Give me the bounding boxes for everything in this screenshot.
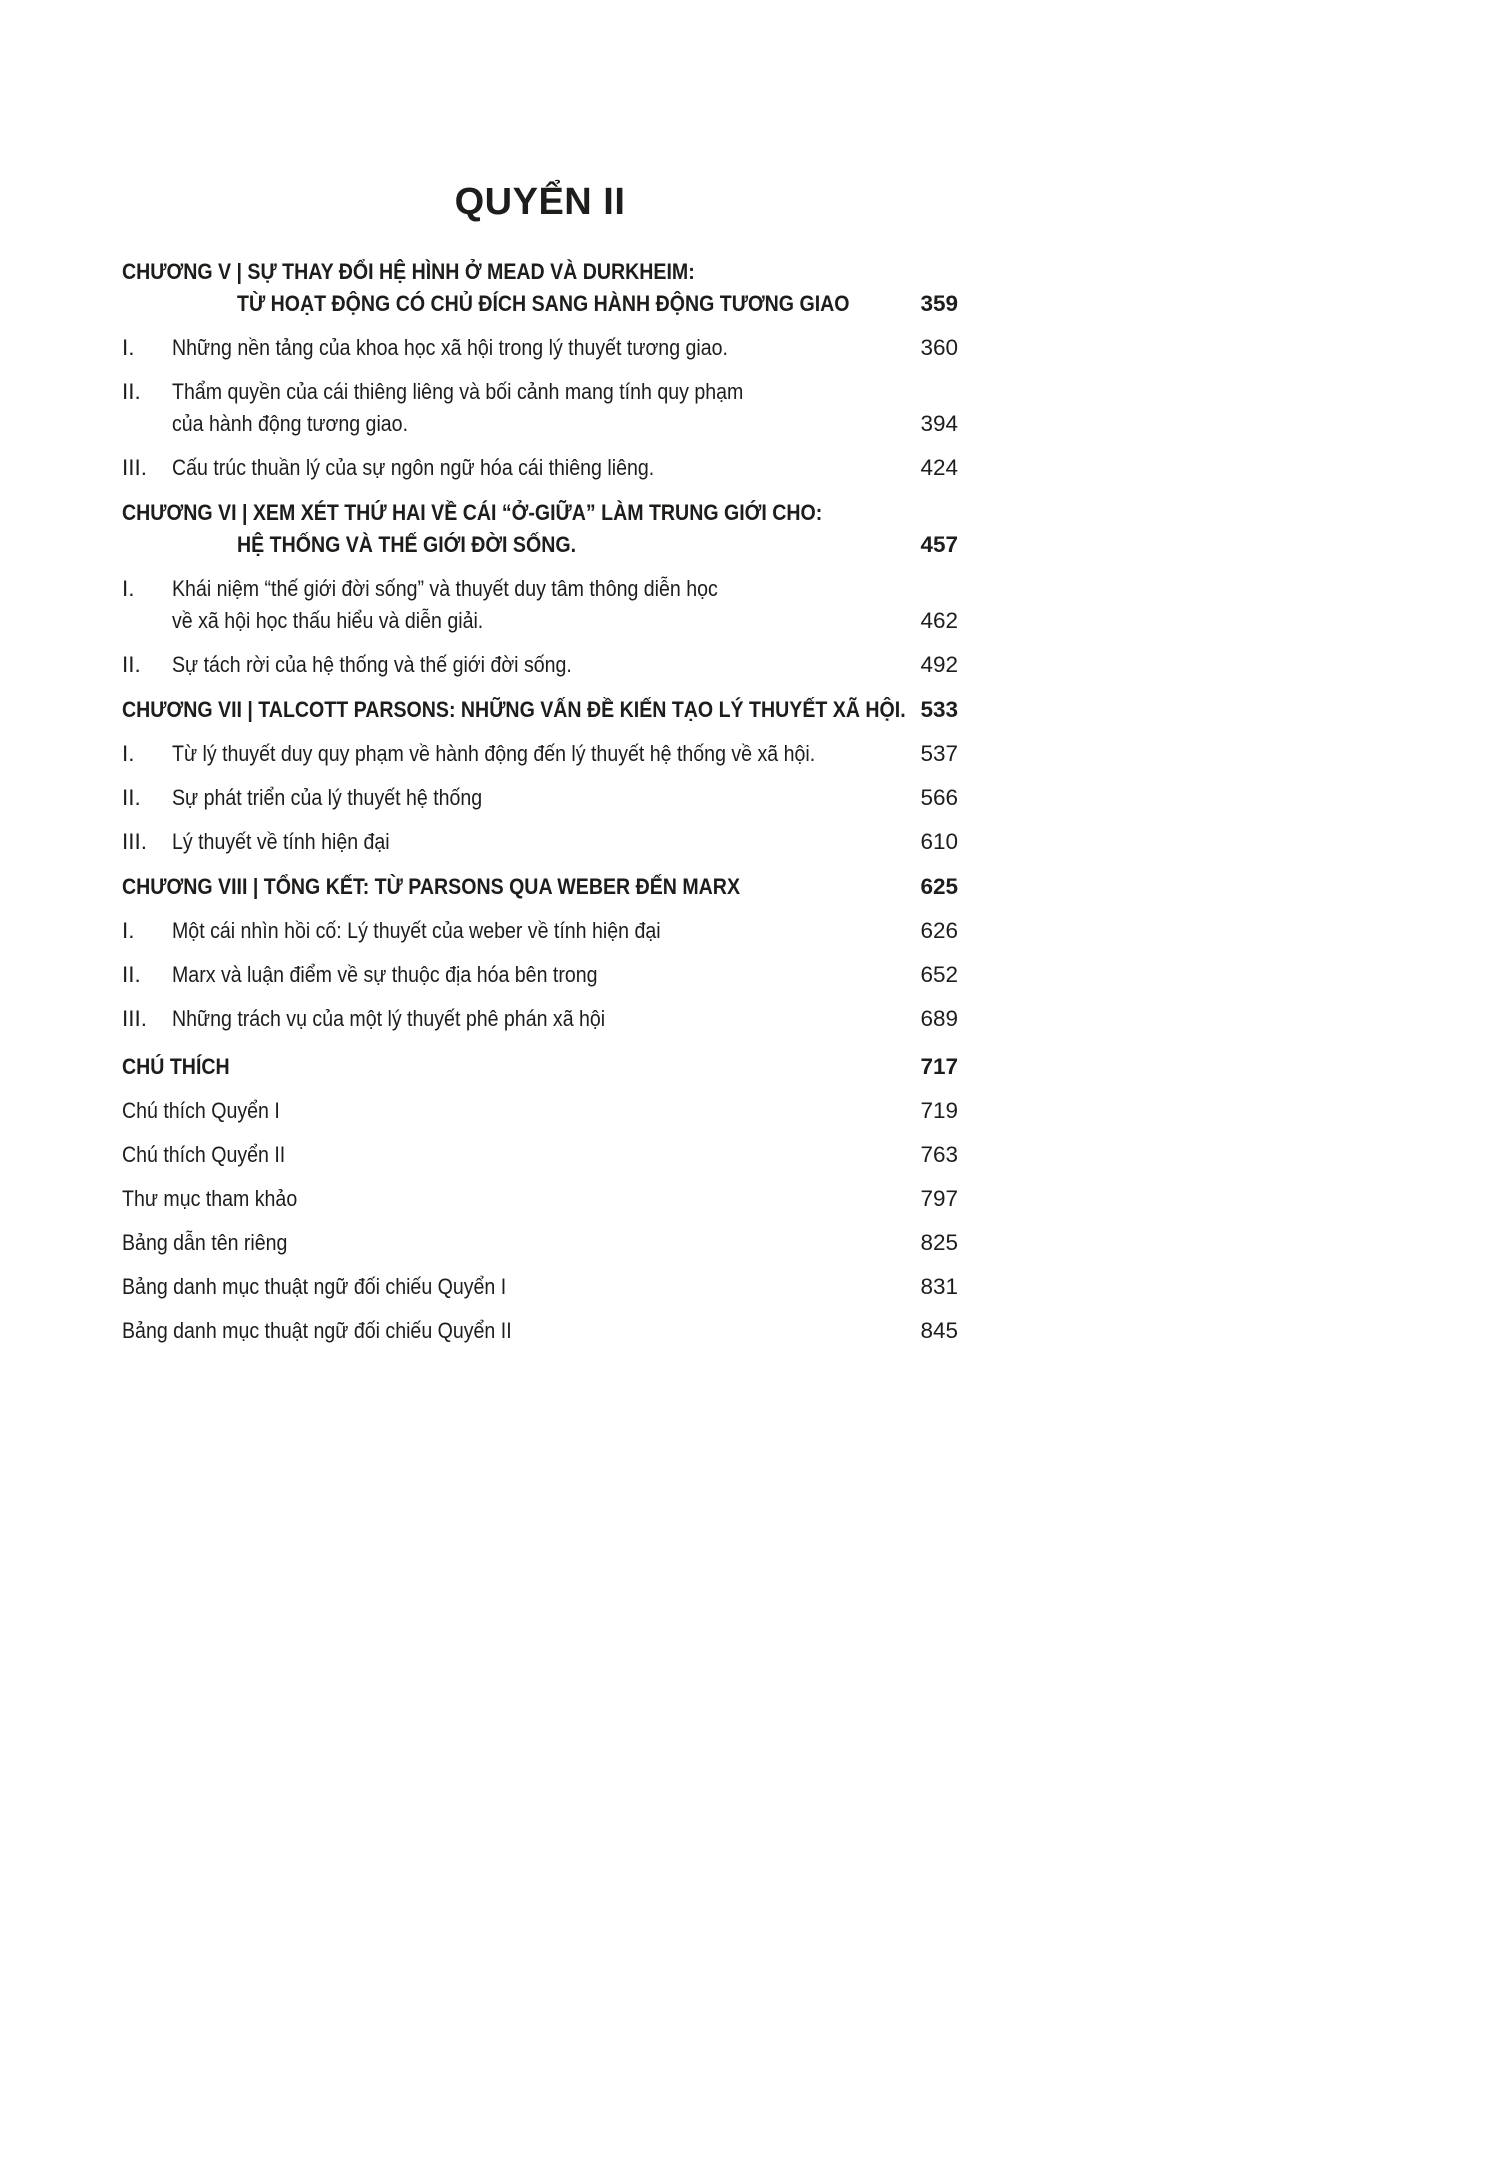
item-line: Từ lý thuyết duy quy phạm về hành động đến lý thuyết hệ thống về xã hội.: [172, 741, 816, 766]
item-page-number: 689: [920, 1006, 958, 1031]
item-page-number: 424: [920, 455, 958, 480]
chapter-row-vii: [122, 694, 958, 726]
backmatter-row: [122, 1271, 958, 1303]
chapter-heading: [122, 256, 908, 320]
item-line: Một cái nhìn hồi cố: Lý thuyết của weber về tính hiện đại: [172, 918, 661, 943]
backmatter-page-number: 825: [920, 1230, 958, 1255]
toc-item-row: [122, 782, 958, 814]
backmatter-row: [122, 1095, 958, 1127]
item-line: về xã hội học thấu hiểu và diễn giải.: [172, 608, 484, 633]
backmatter-label-wrap: [122, 1139, 908, 1171]
item-numeral: II.: [122, 785, 141, 810]
item-line: Những nền tảng của khoa học xã hội trong lý thuyết tương giao.: [172, 335, 728, 360]
chapter-heading-line-1: CHƯƠNG V | SỰ THAY ĐỔI HỆ HÌNH Ở MEAD VÀ DURKHEIM:: [122, 259, 695, 284]
item-page-number: 610: [920, 829, 958, 854]
item-numeral: I.: [122, 741, 135, 766]
chapter-page-number: 359: [920, 291, 958, 316]
chapter-heading-line-1: CHƯƠNG VIII | TỔNG KẾT: TỪ PARSONS QUA WEBER ĐẾN MARX: [122, 874, 740, 899]
item-text: [172, 782, 908, 814]
toc-item-row: [122, 959, 958, 991]
toc-item-row: [122, 376, 958, 440]
toc-item-row: [122, 915, 958, 947]
backmatter-label-wrap: [122, 1227, 908, 1259]
item-page-number: 360: [920, 335, 958, 360]
toc-item-row: [122, 1003, 958, 1035]
item-text: [172, 738, 908, 770]
notes-heading-label: CHÚ THÍCH: [122, 1054, 230, 1079]
backmatter-label: Bảng danh mục thuật ngữ đối chiếu Quyển I: [122, 1274, 507, 1299]
chapter-page-number: 533: [920, 697, 958, 722]
item-page-number: 626: [920, 918, 958, 943]
item-line: Sự phát triển của lý thuyết hệ thống: [172, 785, 483, 810]
backmatter-page-number: 719: [920, 1098, 958, 1123]
chapter-row-v: [122, 256, 958, 320]
item-page-number: 537: [920, 741, 958, 766]
item-numeral: III.: [122, 455, 148, 480]
page-title: QUYỂN II: [454, 181, 626, 223]
backmatter-row: [122, 1183, 958, 1215]
chapter-page-number: 625: [920, 874, 958, 899]
chapter-heading-line-2: TỪ HOẠT ĐỘNG CÓ CHỦ ĐÍCH SANG HÀNH ĐỘNG TƯƠNG GIAO: [237, 291, 850, 316]
toc-item-row: [122, 738, 958, 770]
toc-item-row: [122, 332, 958, 364]
chapter-row-vi: [122, 497, 958, 561]
item-text: [172, 573, 908, 637]
item-line: Những trách vụ của một lý thuyết phê phán xã hội: [172, 1006, 606, 1031]
chapter-row-viii: [122, 871, 958, 903]
backmatter-label: Thư mục tham khảo: [122, 1186, 298, 1211]
backmatter-label: Bảng dẫn tên riêng: [122, 1230, 288, 1255]
backmatter-page-number: 797: [920, 1186, 958, 1211]
backmatter-page-number: 845: [920, 1318, 958, 1343]
item-line: Marx và luận điểm về sự thuộc địa hóa bên trong: [172, 962, 598, 987]
backmatter-label-wrap: [122, 1095, 908, 1127]
toc-content: [122, 178, 958, 1359]
item-numeral: III.: [122, 829, 148, 854]
item-line: Khái niệm “thế giới đời sống” và thuyết duy tâm thông diễn học: [172, 576, 718, 601]
item-numeral: II.: [122, 962, 141, 987]
item-text: [172, 332, 908, 364]
toc-item-row: [122, 649, 958, 681]
chapter-heading: [122, 871, 908, 903]
item-text: [172, 826, 908, 858]
toc-item-row: [122, 573, 958, 637]
chapter-heading: [122, 497, 908, 561]
backmatter-label: Bảng danh mục thuật ngữ đối chiếu Quyển II: [122, 1318, 512, 1343]
backmatter-page-number: 763: [920, 1142, 958, 1167]
backmatter-label-wrap: [122, 1271, 908, 1303]
backmatter-row: [122, 1139, 958, 1171]
item-text: [172, 915, 908, 947]
chapter-heading: [122, 694, 908, 726]
item-numeral: I.: [122, 335, 135, 360]
item-line: Sự tách rời của hệ thống và thế giới đời sống.: [172, 652, 572, 677]
backmatter-row: [122, 1315, 958, 1347]
item-line: Thẩm quyền của cái thiêng liêng và bối cảnh mang tính quy phạm: [172, 379, 744, 404]
item-numeral: II.: [122, 652, 141, 677]
backmatter-page-number: 831: [920, 1274, 958, 1299]
item-line: Lý thuyết về tính hiện đại: [172, 829, 390, 854]
item-page-number: 492: [920, 652, 958, 677]
item-page-number: 566: [920, 785, 958, 810]
item-page-number: 462: [920, 608, 958, 633]
chapter-heading-line-1: CHƯƠNG VI | XEM XÉT THỨ HAI VỀ CÁI “Ở-GIỮA” LÀM TRUNG GIỚI CHO:: [122, 500, 823, 525]
chapter-heading-line-2: HỆ THỐNG VÀ THẾ GIỚI ĐỜI SỐNG.: [237, 532, 577, 557]
backmatter-label: Chú thích Quyển II: [122, 1142, 286, 1167]
item-text: [172, 452, 908, 484]
backmatter-label-wrap: [122, 1183, 908, 1215]
item-page-number: 652: [920, 962, 958, 987]
notes-heading-row: [122, 1051, 958, 1083]
toc-item-row: [122, 826, 958, 858]
item-page-number: 394: [920, 411, 958, 436]
notes-heading: [122, 1051, 908, 1083]
chapter-heading-line-1: CHƯƠNG VII | TALCOTT PARSONS: NHỮNG VẤN ĐỀ KIẾN TẠO LÝ THUYẾT XÃ HỘI.: [122, 697, 906, 722]
item-line: của hành động tương giao.: [172, 411, 409, 436]
item-line: Cấu trúc thuần lý của sự ngôn ngữ hóa cái thiêng liêng.: [172, 455, 655, 480]
backmatter-label-wrap: [122, 1315, 908, 1347]
backmatter-row: [122, 1227, 958, 1259]
item-text: [172, 376, 908, 440]
backmatter-label: Chú thích Quyển I: [122, 1098, 280, 1123]
item-text: [172, 649, 908, 681]
item-numeral: II.: [122, 379, 141, 404]
toc-item-row: [122, 452, 958, 484]
notes-page-number: 717: [920, 1054, 958, 1079]
item-text: [172, 1003, 908, 1035]
chapter-page-number: 457: [920, 532, 958, 557]
item-numeral: III.: [122, 1006, 148, 1031]
item-text: [172, 959, 908, 991]
item-numeral: I.: [122, 576, 135, 601]
item-numeral: I.: [122, 918, 135, 943]
